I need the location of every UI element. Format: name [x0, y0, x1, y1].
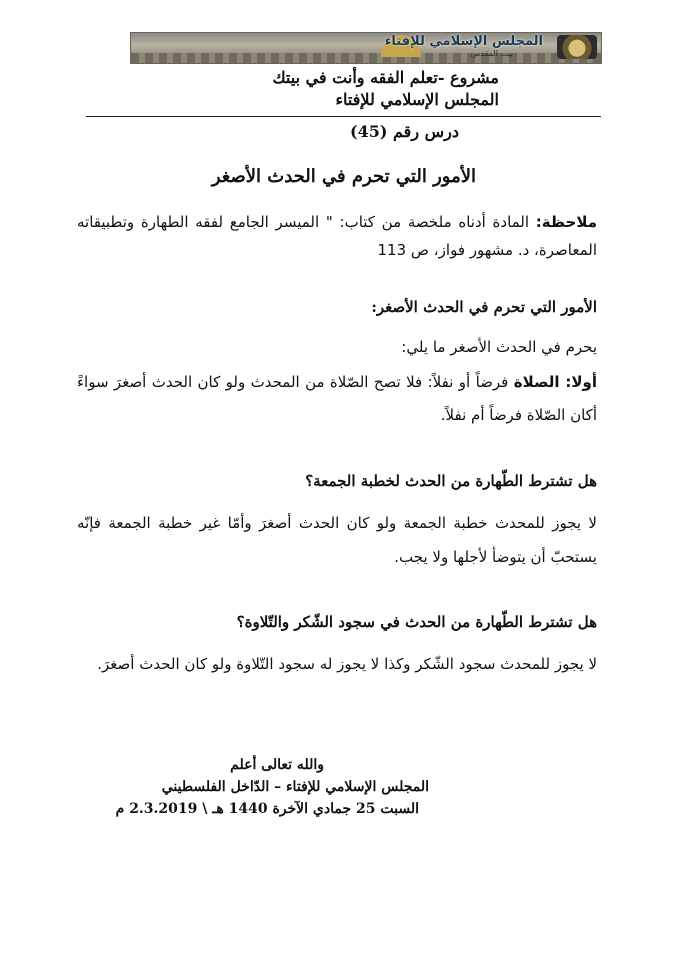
prostration-text: لا يجوز للمحدث سجود الشّكر وكذا لا يجوز له سجود التّلاوة ولو كان الحدث أصغرَ.: [97, 655, 597, 673]
council-logo-icon: [557, 35, 597, 59]
friday-sermon-text: لا يجوز للمحدث خطبة الجمعة ولو كان الحدث أصغرَ وأمّا غير خطبة الجمعة فإنّه يستحبّ أن يتوضأ لأجلها ولا يجب.: [77, 514, 597, 566]
header-divider: [86, 116, 601, 117]
section-heading-friday-sermon: هل تشترط الطّهارة من الحدث لخطبة الجمعة؟: [305, 472, 597, 490]
note-label: ملاحظة:: [535, 213, 597, 231]
note-text: المادة أدناه ملخصة من كتاب: " الميسر الجامع لفقه الطهارة وتطبيقاته المعاصرة، د. مشهور فواز، ص 113: [77, 213, 597, 259]
prayer-item: [77, 366, 597, 432]
footer-date: السبت 25 جمادي الآخرة 1440 هـ \ 2.3.2019 م: [115, 801, 419, 817]
banner-title: المجلس الإسلامي للإفتاء: [384, 34, 543, 49]
prayer-item-text: فرضاً أو نفلاً: فلا تصح الصّلاة من المحدث ولو كان الحدث أصغرَ سواءً أكان الصّلاة فرضاً أم نفلاً.: [77, 373, 597, 424]
footer-council: المجلس الإسلامي للإفتاء – الدّاخل الفلسطيني: [161, 779, 429, 795]
banner-subtitle: بيت المقدس: [470, 49, 513, 58]
closing-phrase: والله تعالى أعلم: [230, 757, 324, 773]
section-heading-prostration: هل تشترط الطّهارة من الحدث في سجود الشّكر والتّلاوة؟: [236, 613, 597, 631]
project-title: مشروع -تعلم الفقه وأنت في بيتك: [272, 68, 499, 87]
banner-city-image: [131, 53, 601, 63]
header-banner: [130, 32, 602, 64]
council-name: المجلس الإسلامي للإفتاء: [335, 90, 499, 109]
lesson-number: درس رقم (45): [350, 122, 459, 141]
page-title: الأمور التي تحرم في الحدث الأصغر: [211, 166, 476, 187]
source-note: [77, 208, 597, 264]
section-heading-forbidden: الأمور التي تحرم في الحدث الأصغر:: [371, 298, 597, 316]
section-intro: يحرم في الحدث الأصغر ما يلي:: [401, 338, 597, 356]
prayer-item-label: أولا: الصلاة: [513, 373, 597, 391]
